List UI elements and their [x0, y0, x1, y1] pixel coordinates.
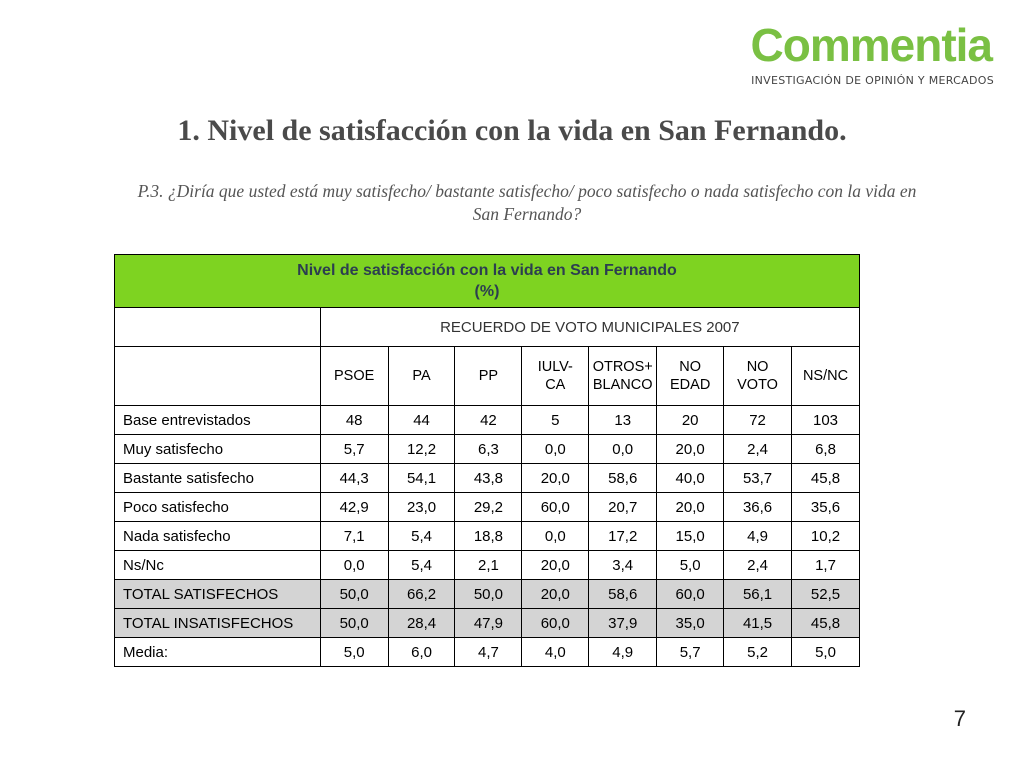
table-cell: 4,9: [724, 522, 792, 551]
logo-wordmark: Commentia: [750, 19, 992, 71]
table-cell: 42,9: [320, 493, 388, 522]
row-label: Poco satisfecho: [115, 493, 321, 522]
table-cell: 5,0: [792, 638, 860, 667]
table-cell: 7,1: [320, 522, 388, 551]
table-cell: 0,0: [522, 435, 589, 464]
table-cell: 66,2: [388, 580, 455, 609]
table-row: [115, 435, 860, 464]
column-header: [522, 347, 589, 406]
column-header-line: PSOE: [334, 368, 375, 384]
table-cell: 44,3: [320, 464, 388, 493]
table-cell: 17,2: [589, 522, 657, 551]
table-cell: 103: [792, 406, 860, 435]
table-title-cell: [115, 255, 860, 308]
table-title: Nivel de satisfacción con la vida en San Fernando: [297, 262, 677, 279]
table-cell: 5,4: [388, 522, 455, 551]
table-cell: 5,4: [388, 551, 455, 580]
table-cell: 5,0: [320, 638, 388, 667]
table-cell: 4,7: [455, 638, 522, 667]
table-cell: 20,0: [657, 435, 724, 464]
column-header-line: IULV-: [537, 359, 573, 375]
row-label: Nada satisfecho: [115, 522, 321, 551]
column-header-line: EDAD: [670, 377, 711, 393]
table-row: [115, 580, 860, 609]
table-cell: 53,7: [724, 464, 792, 493]
table-cell: 0,0: [320, 551, 388, 580]
table-cell: 60,0: [657, 580, 724, 609]
table-cell: 10,2: [792, 522, 860, 551]
table-cell: 4,9: [589, 638, 657, 667]
group-label: RECUERDO DE VOTO MUNICIPALES 2007: [320, 308, 859, 347]
table-cell: 20,7: [589, 493, 657, 522]
table-cell: 0,0: [522, 522, 589, 551]
table-cell: 43,8: [455, 464, 522, 493]
results-table: [114, 254, 860, 667]
table-cell: 50,0: [455, 580, 522, 609]
table-cell: 52,5: [792, 580, 860, 609]
table-cell: 37,9: [589, 609, 657, 638]
table-cell: 20,0: [522, 580, 589, 609]
row-label: Bastante satisfecho: [115, 464, 321, 493]
table-cell: 13: [589, 406, 657, 435]
table-row: [115, 609, 860, 638]
column-header-row: [115, 347, 860, 406]
row-label: Muy satisfecho: [115, 435, 321, 464]
table-cell: 48: [320, 406, 388, 435]
table-cell: 15,0: [657, 522, 724, 551]
table-cell: 20,0: [522, 464, 589, 493]
table-cell: 41,5: [724, 609, 792, 638]
column-header-line: NO: [746, 359, 769, 375]
table-cell: 20,0: [522, 551, 589, 580]
column-header-line: BLANCO: [592, 377, 653, 393]
empty-corner-cell: [115, 308, 321, 347]
column-header: [589, 347, 657, 406]
page-number: 7: [953, 706, 966, 731]
column-header: [724, 347, 792, 406]
table-cell: 60,0: [522, 609, 589, 638]
table-row: [115, 493, 860, 522]
table-cell: 3,4: [589, 551, 657, 580]
table-cell: 45,8: [792, 464, 860, 493]
table-cell: 2,4: [724, 435, 792, 464]
table-cell: 2,4: [724, 551, 792, 580]
table-cell: 23,0: [388, 493, 455, 522]
table-cell: 56,1: [724, 580, 792, 609]
table-title-unit: (%): [474, 283, 500, 300]
question-line-2: San Fernando?: [472, 204, 582, 224]
table-cell: 12,2: [388, 435, 455, 464]
table-cell: 47,9: [455, 609, 522, 638]
table-cell: 28,4: [388, 609, 455, 638]
column-header-line: NS/NC: [802, 368, 849, 384]
column-header: [388, 347, 455, 406]
commentia-logo: [744, 20, 994, 87]
table-cell: 35,6: [792, 493, 860, 522]
table-row: [115, 522, 860, 551]
table-row: [115, 406, 860, 435]
row-label: Media:: [115, 638, 321, 667]
table-cell: 58,6: [589, 464, 657, 493]
row-label: TOTAL SATISFECHOS: [115, 580, 321, 609]
table-cell: 0,0: [589, 435, 657, 464]
table-cell: 54,1: [388, 464, 455, 493]
table-row: [115, 551, 860, 580]
table-title-row: [115, 255, 860, 308]
table-cell: 6,0: [388, 638, 455, 667]
table-cell: 18,8: [455, 522, 522, 551]
empty-label-header: [115, 347, 321, 406]
table-cell: 1,7: [792, 551, 860, 580]
table-cell: 44: [388, 406, 455, 435]
column-header-line: VOTO: [737, 377, 778, 393]
table-row: [115, 464, 860, 493]
table-cell: 58,6: [589, 580, 657, 609]
row-label: TOTAL INSATISFECHOS: [115, 609, 321, 638]
table-cell: 29,2: [455, 493, 522, 522]
table-cell: 35,0: [657, 609, 724, 638]
row-label: Ns/Nc: [115, 551, 321, 580]
column-header: [792, 347, 860, 406]
table-cell: 5,0: [657, 551, 724, 580]
table-cell: 50,0: [320, 609, 388, 638]
row-label: Base entrevistados: [115, 406, 321, 435]
logo-tagline: INVESTIGACIÓN DE OPINIÓN Y MERCADOS: [751, 74, 994, 87]
column-header: [657, 347, 724, 406]
table-cell: 36,6: [724, 493, 792, 522]
column-header-line: OTROS+: [592, 359, 653, 375]
table-cell: 5: [522, 406, 589, 435]
table-cell: 5,2: [724, 638, 792, 667]
table-cell: 60,0: [522, 493, 589, 522]
question-line-1: P.3. ¿Diría que usted está muy satisfecho/ bastante satisfecho/ poco satisfecho o nada satisfecho con la vida en: [137, 181, 917, 201]
table-cell: 72: [724, 406, 792, 435]
table-cell: 4,0: [522, 638, 589, 667]
table-row: [115, 638, 860, 667]
table-cell: 45,8: [792, 609, 860, 638]
table-cell: 5,7: [320, 435, 388, 464]
column-header-line: PP: [478, 368, 499, 384]
table-cell: 6,8: [792, 435, 860, 464]
column-header-line: NO: [679, 359, 702, 375]
table-cell: 50,0: [320, 580, 388, 609]
table-cell: 2,1: [455, 551, 522, 580]
page-title: 1. Nivel de satisfacción con la vida en San Fernando.: [177, 114, 847, 147]
table-cell: 42: [455, 406, 522, 435]
question-text: [80, 180, 974, 226]
table-cell: 5,7: [657, 638, 724, 667]
column-header-line: PA: [412, 368, 431, 384]
group-header-row: [115, 308, 860, 347]
column-header: [455, 347, 522, 406]
table-cell: 6,3: [455, 435, 522, 464]
column-header-line: CA: [545, 377, 566, 393]
table-cell: 20,0: [657, 493, 724, 522]
table-cell: 40,0: [657, 464, 724, 493]
table-cell: 20: [657, 406, 724, 435]
column-header: [320, 347, 388, 406]
